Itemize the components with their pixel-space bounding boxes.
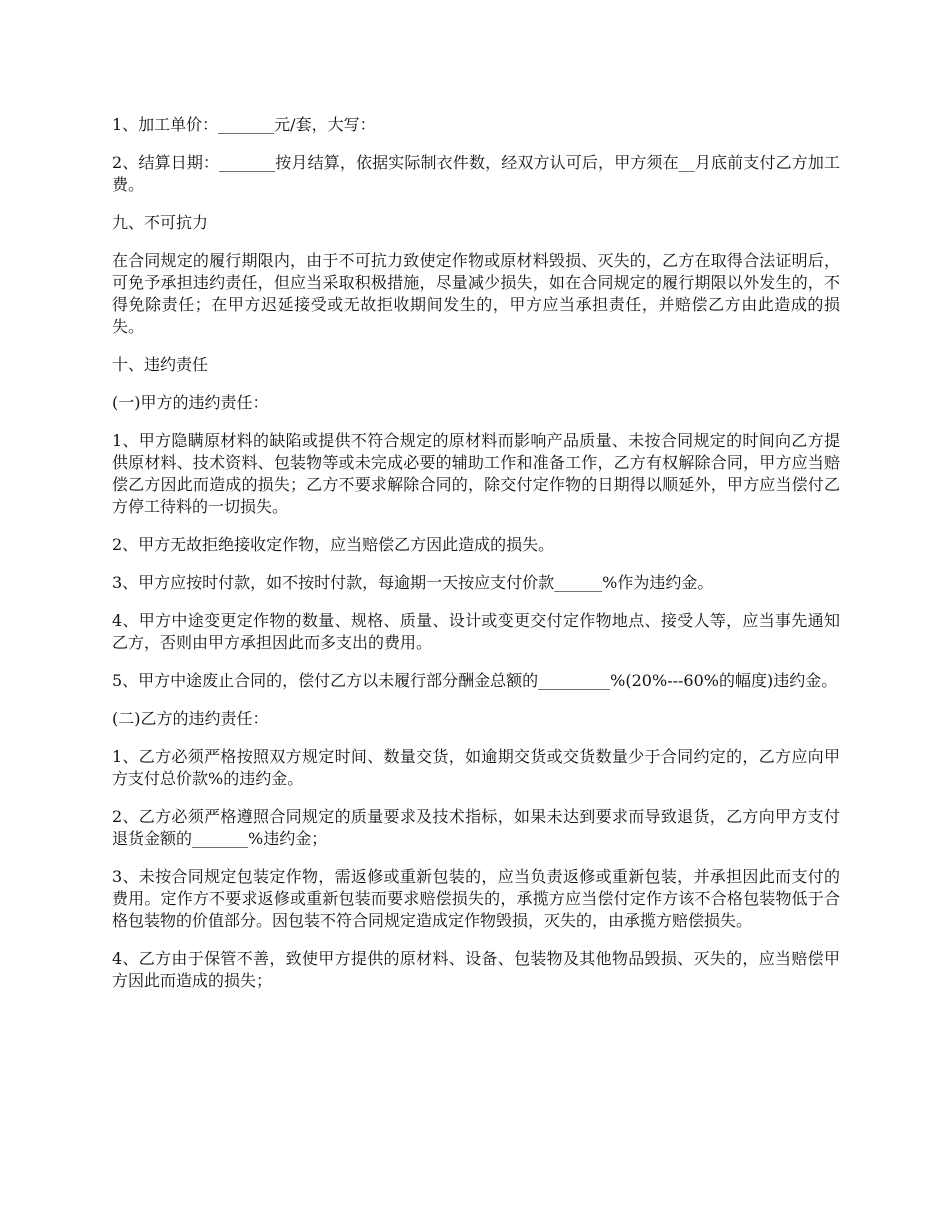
party-a-clause-1: 1、甲方隐瞒原材料的缺陷或提供不符合规定的原材料而影响产品质量、未按合同规定的时间向乙方提供原材料、技术资料、包装物等或未完成必要的辅助工作和准备工作，乙方有权解除合同，甲方应当赔偿乙方因此而造成的损失；乙方不要求解除合同的，除交付定作物的日期得以顺延外，甲方应当偿付乙方停工待料的一切损失。 [112,431,840,516]
party-a-clause-2: 2、甲方无故拒绝接收定作物，应当赔偿乙方因此造成的损失。 [112,535,555,554]
party-b-clause-3: 3、未按合同规定包装定作物，需返修或重新包装的，应当负责返修或重新包装，并承担因此而支付的费用。定作方不要求返修或重新包装而要求赔偿损失的，承揽方应当偿付定作方该不合格包装物低于合格包装物的价值部分。因包装不符合同规定造成定作物毁损，灭失的，由承揽方赔偿损失。 [112,867,840,930]
party-a-clause-4: 4、甲方中途变更定作物的数量、规格、质量、设计或变更交付定作物地点、接受人等，应当事先通知乙方，否则由甲方承担因此而多支出的费用。 [112,611,840,652]
section-heading-force-majeure: 九、不可抗力 [112,213,209,232]
force-majeure-paragraph: 在合同规定的履行期限内，由于不可抗力致使定作物或原材料毁损、灭失的，乙方在取得合法证明后，可免予承担违约责任，但应当采取积极措施，尽量减少损失，如在合同规定的履行期限以外发生的，不得免除责任；在甲方迟延接受或无故拒收期间发生的，甲方应当承担责任，并赔偿乙方由此造成的损失。 [112,251,840,336]
settlement-date-clause: 2、结算日期：_______按月结算，依据实际制衣件数，经双方认可后，甲方须在__月底前支付乙方加工费。 [112,153,840,194]
party-a-clause-5: 5、甲方中途废止合同的，偿付乙方以未履行部分酬金总额的_________%(20%---60%的幅度)违约金。 [112,671,838,690]
party-b-clause-2: 2、乙方必须严格遵照合同规定的质量要求及技术指标，如果未达到要求而导致退货，乙方向甲方支付退货金额的_______%违约金； [112,807,840,848]
subheading-party-a-liability: (一)甲方的违约责任： [112,393,269,412]
party-a-clause-3: 3、甲方应按时付款，如不按时付款，每逾期一天按应支付价款______%作为违约金。 [112,573,714,592]
unit-price-clause: 1、加工单价：_______元/套，大写： [112,115,376,134]
subheading-party-b-liability: (二)乙方的违约责任： [112,709,269,728]
party-b-clause-1: 1、乙方必须严格按照双方规定时间、数量交货，如逾期交货或交货数量少于合同约定的，乙方应向甲方支付总价款%的违约金。 [112,747,840,788]
section-heading-liability: 十、违约责任 [112,355,209,374]
document-body [112,114,840,1008]
party-b-clause-4: 4、乙方由于保管不善，致使甲方提供的原材料、设备、包装物及其他物品毁损、灭失的，应当赔偿甲方因此而造成的损失； [112,949,840,990]
